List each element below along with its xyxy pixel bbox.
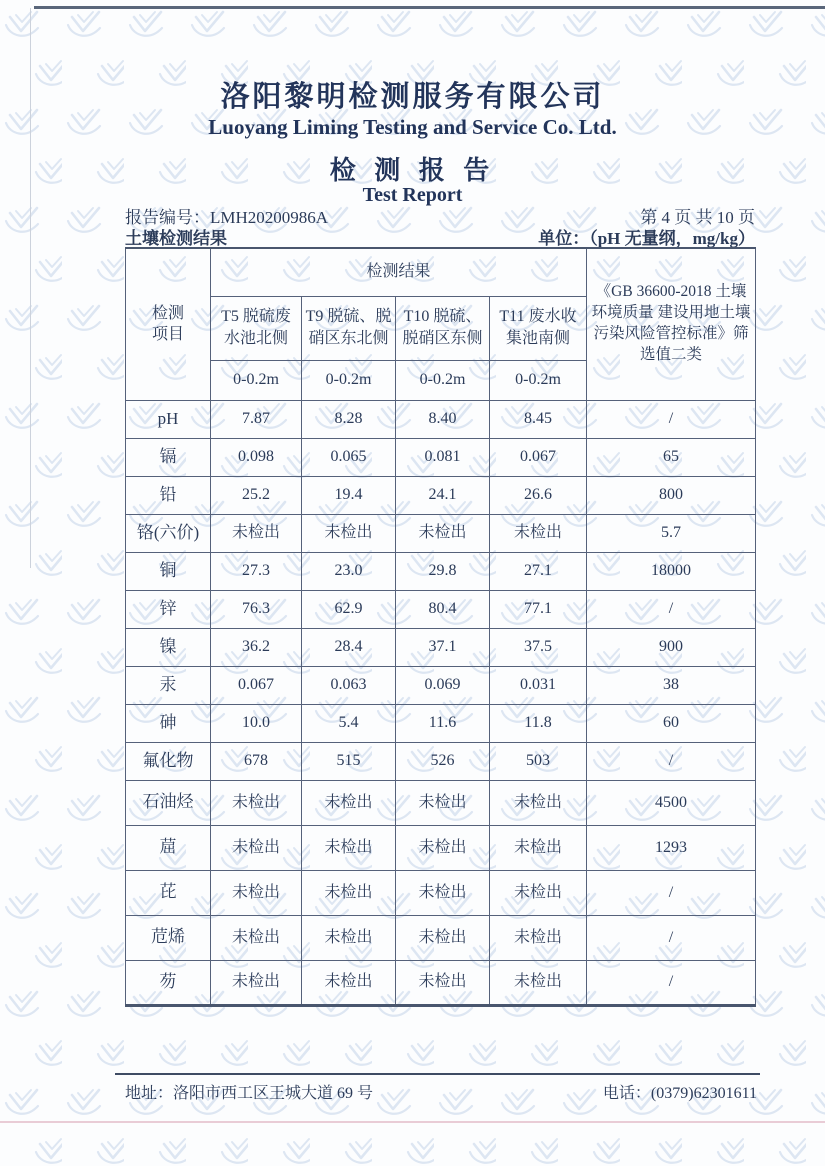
value-cell: 未检出: [490, 870, 587, 915]
column-header-site-t10: T10 脱硫、脱硝区东侧: [396, 296, 490, 360]
value-cell: 0.067: [211, 666, 302, 704]
standard-cell: 60: [587, 704, 756, 742]
value-cell: 24.1: [396, 476, 490, 514]
value-cell: 28.4: [302, 628, 396, 666]
value-cell: 未检出: [396, 825, 490, 870]
standard-cell: /: [587, 870, 756, 915]
scan-edge-left: [30, 8, 31, 568]
standard-cell: 38: [587, 666, 756, 704]
report-title-cn: 检 测 报 告: [329, 156, 496, 185]
table-row: [126, 552, 756, 590]
value-cell: 未检出: [490, 915, 587, 960]
section-title: 土壤检测结果: [125, 229, 227, 248]
standard-cell: 900: [587, 628, 756, 666]
standard-cell: 18000: [587, 552, 756, 590]
value-cell: 37.1: [396, 628, 490, 666]
value-cell: 未检出: [302, 514, 396, 552]
value-cell: 0.065: [302, 438, 396, 476]
table-row: [126, 870, 756, 915]
item-cell: 氟化物: [126, 742, 211, 780]
value-cell: 未检出: [490, 825, 587, 870]
page-number: 第 4 页 共 10 页: [640, 208, 755, 227]
standard-cell: 5.7: [587, 514, 756, 552]
table-row: [126, 438, 756, 476]
value-cell: 0.031: [490, 666, 587, 704]
value-cell: 未检出: [302, 960, 396, 1005]
item-cell: 镍: [126, 628, 211, 666]
value-cell: 未检出: [302, 870, 396, 915]
value-cell: 25.2: [211, 476, 302, 514]
table-row: [126, 476, 756, 514]
depth-cell: 0-0.2m: [490, 360, 587, 400]
report-no-value: LMH20200986A: [210, 208, 329, 227]
depth-cell: 0-0.2m: [211, 360, 302, 400]
scan-edge-top: [34, 6, 825, 9]
value-cell: 未检出: [490, 514, 587, 552]
table-row: [126, 704, 756, 742]
table-row: [126, 628, 756, 666]
table-row: [126, 780, 756, 825]
scan-edge-bottom: [0, 1121, 825, 1123]
value-cell: 未检出: [211, 870, 302, 915]
company-name-en: Luoyang Liming Testing and Service Co. Ltd.: [208, 115, 617, 139]
value-cell: 7.87: [211, 400, 302, 438]
value-cell: 0.081: [396, 438, 490, 476]
value-cell: 11.8: [490, 704, 587, 742]
table-row: [126, 590, 756, 628]
report-no-label: 报告编号：: [125, 208, 210, 227]
footer-address: 地址：洛阳市西工区王城大道 69 号: [125, 1085, 374, 1102]
column-header-site-t9: T9 脱硫、脱硝区东北侧: [302, 296, 396, 360]
item-cell: 汞: [126, 666, 211, 704]
value-cell: 8.45: [490, 400, 587, 438]
value-cell: 11.6: [396, 704, 490, 742]
item-cell: 芴: [126, 960, 211, 1005]
footer-phone: 电话：(0379)62301611: [602, 1085, 757, 1102]
value-cell: 未检出: [211, 915, 302, 960]
column-header-site-t5: T5 脱硫废水池北侧: [211, 296, 302, 360]
company-name-cn: 洛阳黎明检测服务有限公司: [220, 81, 605, 113]
table-row: [126, 915, 756, 960]
standard-cell: /: [587, 742, 756, 780]
value-cell: 80.4: [396, 590, 490, 628]
value-cell: 未检出: [396, 960, 490, 1005]
item-cell: 苊烯: [126, 915, 211, 960]
item-cell: pH: [126, 400, 211, 438]
item-cell: 铜: [126, 552, 211, 590]
value-cell: 未检出: [302, 915, 396, 960]
depth-cell: 0-0.2m: [396, 360, 490, 400]
table-row: [126, 825, 756, 870]
item-cell: 石油烃: [126, 780, 211, 825]
value-cell: 77.1: [490, 590, 587, 628]
table-row: [126, 960, 756, 1005]
standard-cell: 65: [587, 438, 756, 476]
value-cell: 62.9: [302, 590, 396, 628]
item-cell: 铅: [126, 476, 211, 514]
value-cell: 503: [490, 742, 587, 780]
unit-info: 单位：（pH 无量纲，mg/kg）: [538, 229, 755, 248]
table-row: [126, 514, 756, 552]
standard-cell: 1293: [587, 825, 756, 870]
value-cell: 36.2: [211, 628, 302, 666]
report-title-en: Test Report: [362, 184, 463, 206]
value-cell: 29.8: [396, 552, 490, 590]
table-row: [126, 742, 756, 780]
value-cell: 未检出: [396, 870, 490, 915]
value-cell: 未检出: [490, 780, 587, 825]
column-header-standard: 《GB 36600-2018 土壤环境质量 建设用地土壤污染风险管控标准》筛选值二类: [587, 248, 756, 400]
value-cell: 未检出: [211, 825, 302, 870]
value-cell: 76.3: [211, 590, 302, 628]
value-cell: 27.3: [211, 552, 302, 590]
item-cell: 镉: [126, 438, 211, 476]
value-cell: 未检出: [211, 960, 302, 1005]
table-row: [126, 400, 756, 438]
footer-divider: [115, 1073, 760, 1075]
value-cell: 0.069: [396, 666, 490, 704]
results-table: [125, 247, 756, 1007]
value-cell: 515: [302, 742, 396, 780]
standard-cell: /: [587, 400, 756, 438]
value-cell: 19.4: [302, 476, 396, 514]
value-cell: 未检出: [490, 960, 587, 1005]
value-cell: 526: [396, 742, 490, 780]
standard-cell: 800: [587, 476, 756, 514]
standard-cell: /: [587, 960, 756, 1005]
item-cell: 芘: [126, 870, 211, 915]
value-cell: 未检出: [302, 780, 396, 825]
footer: [125, 1080, 757, 1103]
item-cell: 铬(六价): [126, 514, 211, 552]
item-cell: 锌: [126, 590, 211, 628]
standard-cell: /: [587, 915, 756, 960]
column-header-results: 检测结果: [211, 248, 587, 296]
value-cell: 8.40: [396, 400, 490, 438]
value-cell: 10.0: [211, 704, 302, 742]
column-header-item: 检测项目: [126, 248, 211, 400]
value-cell: 678: [211, 742, 302, 780]
value-cell: 未检出: [211, 514, 302, 552]
value-cell: 0.063: [302, 666, 396, 704]
item-cell: 䓛: [126, 825, 211, 870]
standard-cell: /: [587, 590, 756, 628]
table-row: [126, 666, 756, 704]
value-cell: 未检出: [396, 780, 490, 825]
value-cell: 37.5: [490, 628, 587, 666]
section-meta-row: [125, 224, 755, 249]
depth-cell: 0-0.2m: [302, 360, 396, 400]
value-cell: 5.4: [302, 704, 396, 742]
item-cell: 砷: [126, 704, 211, 742]
value-cell: 未检出: [396, 514, 490, 552]
value-cell: 23.0: [302, 552, 396, 590]
standard-cell: 4500: [587, 780, 756, 825]
value-cell: 0.067: [490, 438, 587, 476]
table-header-row-1: [126, 248, 756, 296]
value-cell: 8.28: [302, 400, 396, 438]
column-header-site-t11: T11 废水收集池南侧: [490, 296, 587, 360]
value-cell: 未检出: [302, 825, 396, 870]
value-cell: 未检出: [396, 915, 490, 960]
value-cell: 26.6: [490, 476, 587, 514]
results-tbody: [126, 400, 756, 1005]
value-cell: 未检出: [211, 780, 302, 825]
value-cell: 0.098: [211, 438, 302, 476]
value-cell: 27.1: [490, 552, 587, 590]
